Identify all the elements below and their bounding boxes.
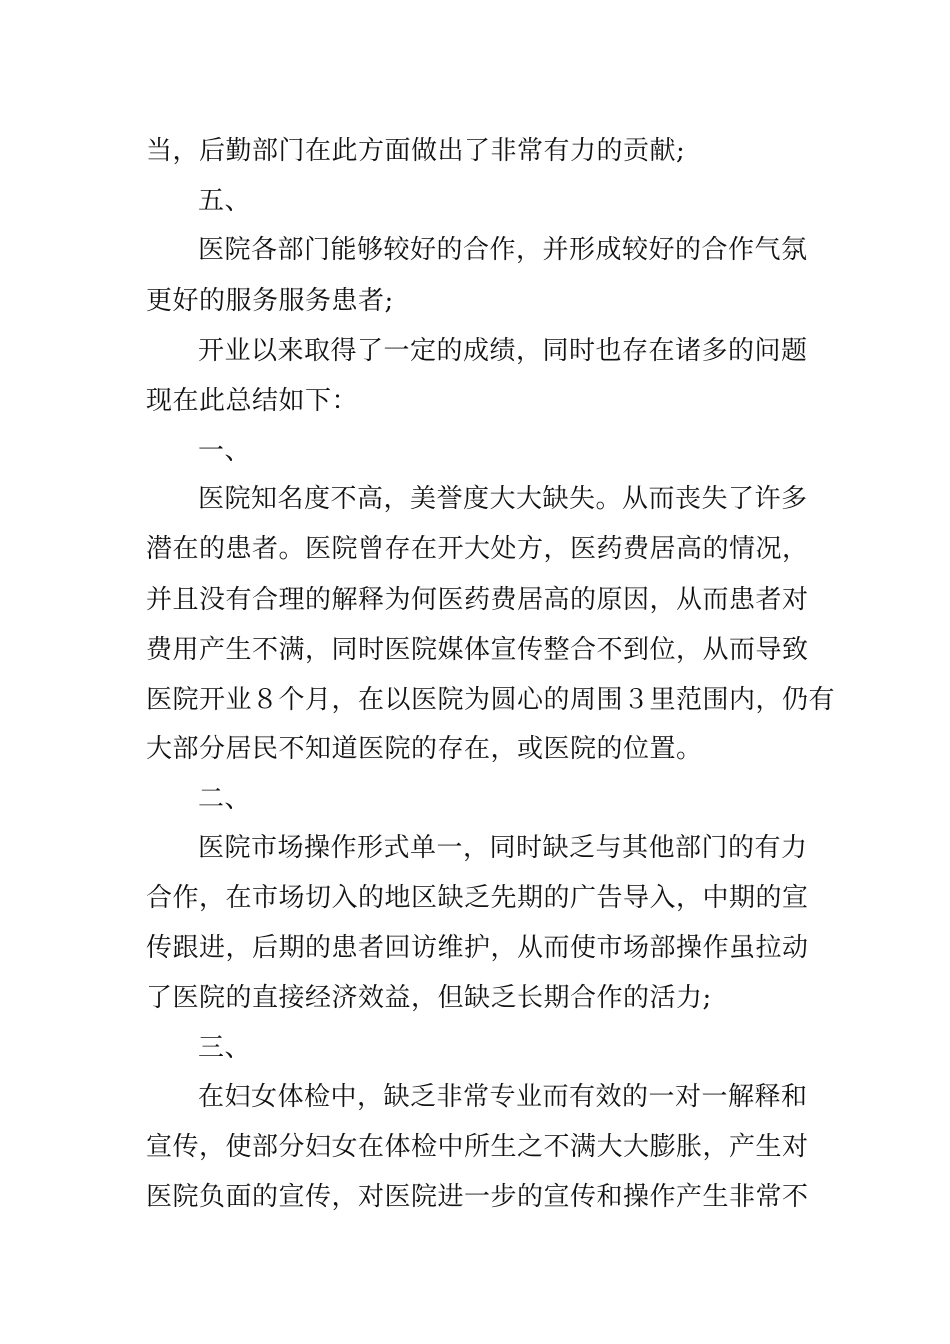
section-heading-three: 三、 [198,1033,252,1063]
text-line-20: 在妇女体检中，缺乏非常专业而有效的一对一解释和 [198,1082,808,1112]
section-heading-two: 二、 [198,784,252,814]
text-line-22: 医院负面的宣传，对医院进一步的宣传和操作产生非常不 [146,1182,809,1212]
text-line-16: 合作，在市场切入的地区缺乏先期的广告导入，中期的宣 [146,883,809,913]
section-heading-one: 一、 [198,436,252,466]
text-line-21: 宣传，使部分妇女在体检中所生之不满大大膨胀，产生对 [146,1132,809,1162]
text-line-15: 医院市场操作形式单一，同时缺乏与其他部门的有力 [198,833,808,863]
text-line-13: 大部分居民不知道医院的存在，或医院的位置。 [146,734,703,764]
text-line-18: 了医院的直接经济效益，但缺乏长期合作的活力; [146,983,712,1013]
text-line-10: 并且没有合理的解释为何医药费居高的原因，从而患者对 [146,585,809,615]
text-line-8: 医院知名度不高，美誉度大大缺失。从而丧失了许多 [198,484,808,514]
section-heading-five: 五、 [198,186,252,216]
text-line-3: 医院各部门能够较好的合作，并形成较好的合作气氛 [198,235,808,265]
text-line-5: 开业以来取得了一定的成绩，同时也存在诸多的问题 [198,336,808,366]
text-line-17: 传跟进，后期的患者回访维护，从而使市场部操作虽拉动 [146,933,809,963]
text-line-9: 潜在的患者。医院曾存在开大处方，医药费居高的情况， [146,534,809,564]
text-line-6: 现在此总结如下： [146,386,359,416]
text-line-12: 医院开业８个月，在以医院为圆心的周围３里范围内，仍有 [146,685,836,715]
text-line-4: 更好的服务服务患者; [146,286,394,316]
text-line-1: 当，后勤部门在此方面做出了非常有力的贡献; [146,136,686,166]
text-line-11: 费用产生不满，同时医院媒体宣传整合不到位，从而导致 [146,635,809,665]
